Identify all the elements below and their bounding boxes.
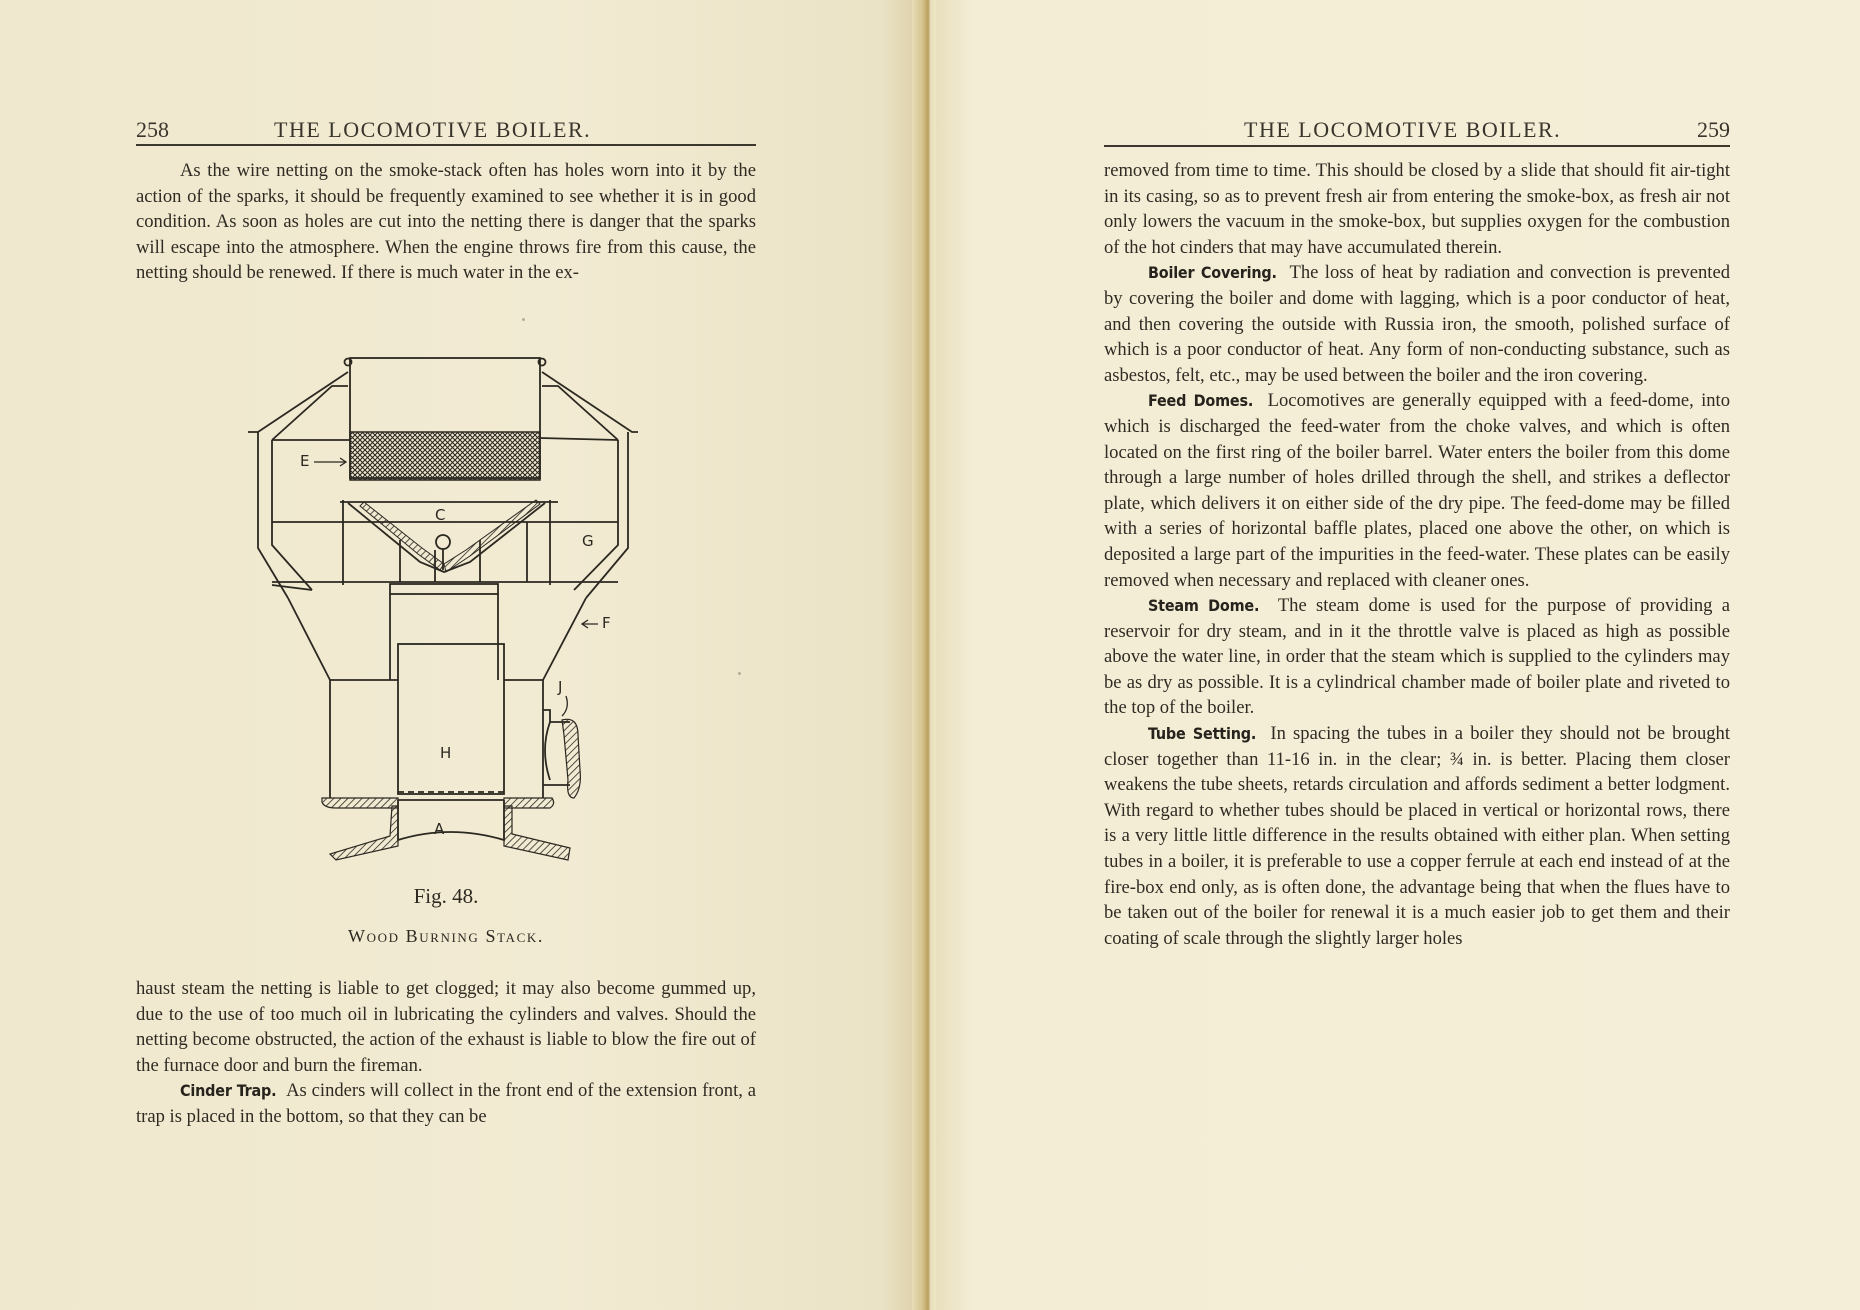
label-h: H: [440, 744, 452, 762]
book-gutter: [912, 0, 938, 1310]
paragraph: haust steam the netting is liable to get clogged; it may also become gummed up, due to the use of too much oil in lubricating the cylinders and valves. Should the netting become obstructed, the action of the exhaust is liable to blow the fire out of the furnace door and burn the fireman.: [136, 978, 756, 1076]
paragraph: removed from time to time. This should be closed by a slide that should fit air-tight in its casing, so as to prevent fresh air from entering the smoke-box, as fresh air not only lowers the vacuum in the smoke-box, but supplies oxygen for the combustion of the hot cinders that may have accumulated therein.: [1104, 160, 1730, 258]
paragraph-feed-domes: [1104, 388, 1730, 593]
paragraph: As the wire netting on the smoke-stack often has holes worn into it by the action of the sparks, it should be frequently examined to see whether it is in good condition. As soon as holes are cut into the netting there is danger that the sparks will escape into the atmosphere. When the engine throws fire from this cause, the netting should be renewed. If there is much water in the ex-: [136, 160, 756, 284]
figure-number: Fig. 48.: [413, 884, 479, 908]
section-heading: Feed Domes.: [1148, 391, 1254, 411]
paragraph-text: The loss of heat by radiation and convection is prevented by covering the boiler and dome with lagging, which is a poor conductor of heat, and then covering the outside with Russia iron, the smooth, polished surface of which is a poor conductor of heat. Any form of non-conducting substance, such as asbestos, felt, etc., may be used between the boiler and the iron covering.: [1104, 262, 1730, 386]
header-rule: [136, 144, 756, 146]
paragraph-boiler-covering: [1104, 260, 1730, 388]
paper-speck: [738, 672, 741, 675]
label-a: A: [434, 820, 445, 838]
left-page-header: [136, 105, 756, 145]
label-f: F: [602, 614, 611, 632]
label-g: G: [582, 532, 594, 550]
label-j: J: [558, 678, 563, 696]
paragraph-text: Locomotives are generally equipped with a feed-dome, into which is discharged the feed-water from the choke valves, and which is often located on the first ring of the boiler barrel. Water enters the boiler from this dome through a large number of holes drilled through the shell, and strikes a deflector plate, which delivers it on either side of the dry pipe. The feed-dome may be filled with a series of horizontal baffle plates, placed one above the other, on which is deposited a large part of the impurities in the feed-water. These plates can be easily removed when necessary and replaced with cleaner ones.: [1104, 390, 1731, 591]
paragraph-tube-setting: [1104, 721, 1730, 951]
paragraph-text: The steam dome is used for the purpose of providing a reservoir for dry steam, and in it the throttle valve is placed as high as possible above the water line, in order that the steam which is supplied to the cylinders may be as dry as possible. It is a cylindrical chamber made of boiler plate and riveted to the top of the boiler.: [1104, 595, 1730, 719]
paragraph-text: As cinders will collect in the front end of the extension front, a trap is placed in the bottom, so that they can be: [136, 1080, 757, 1127]
paper-speck: [522, 318, 525, 321]
label-c: C: [435, 506, 446, 524]
section-heading: Cinder Trap.: [180, 1081, 277, 1101]
page-number: 259: [1697, 117, 1730, 142]
right-body: [1104, 158, 1730, 951]
section-heading: Tube Setting.: [1148, 724, 1257, 744]
left-body-bottom: [136, 976, 756, 1130]
section-heading: Boiler Covering.: [1148, 263, 1277, 283]
running-head: THE LOCOMOTIVE BOILER.: [1244, 117, 1562, 142]
header-rule: [1104, 145, 1730, 147]
running-head: THE LOCOMOTIVE BOILER.: [274, 117, 592, 142]
page-number: 258: [136, 117, 169, 142]
figure-title: Wood Burning Stack.: [348, 926, 544, 946]
right-page-header: [1104, 105, 1730, 145]
left-body-top: [136, 158, 756, 286]
paragraph-steam-dome: [1104, 593, 1730, 721]
paragraph-cinder-trap: [136, 1078, 756, 1129]
wood-burning-stack-diagram: [240, 340, 640, 900]
label-e: E: [300, 452, 310, 470]
paragraph-text: In spacing the tubes in a boiler they should not be brought closer together than 11-16 in. in the clear; ¾ in. is better. Placing them closer weakens the tube sheets, retards circulation and affords sediment a better lodgment. With regard to whether tubes should be placed in vertical or horizontal rows, there is a very little little difference in the results obtained with either plan. When setting tubes in a boiler, it is preferable to use a copper ferrule at each end instead of at the fire-box end only, as is often done, the advantage being that when the flues have to be taken out of the boiler for renewal it is a much easier job to get them and their coating of scale through the slightly larger holes: [1104, 723, 1730, 949]
section-heading: Steam Dome.: [1148, 596, 1260, 616]
